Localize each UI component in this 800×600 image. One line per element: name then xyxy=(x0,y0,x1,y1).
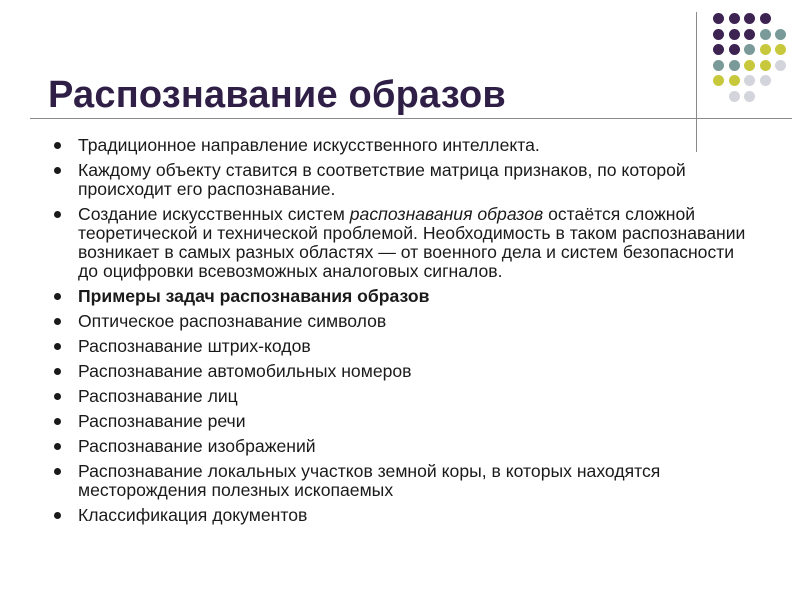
bullet-marker xyxy=(54,318,61,325)
bullet-text: Распознавание локальных участков земной коры, в которых находятся месторождения полезных ископаемых xyxy=(78,461,661,500)
bullet-marker xyxy=(54,443,61,450)
bullet-item xyxy=(54,387,754,406)
decorative-dot xyxy=(744,13,755,24)
decorative-dot xyxy=(713,13,724,24)
bullet-text: Распознавание автомобильных номеров xyxy=(78,361,412,381)
decorative-dot xyxy=(760,29,771,40)
decorative-dot xyxy=(744,29,755,40)
bullet-item xyxy=(54,337,754,356)
bullet-text: Распознавание штрих-кодов xyxy=(78,336,311,356)
vertical-divider-line xyxy=(696,12,697,152)
decorative-dot xyxy=(744,91,755,102)
decorative-dot xyxy=(729,44,740,55)
bullet-marker xyxy=(54,343,61,350)
bullet-item xyxy=(54,412,754,431)
decorative-dot xyxy=(713,29,724,40)
decorative-dot-grid xyxy=(0,0,800,140)
bullet-text: Классификация документов xyxy=(78,505,308,525)
decorative-dot xyxy=(744,44,755,55)
decorative-dot xyxy=(760,44,771,55)
bullet-item xyxy=(54,362,754,381)
decorative-dot xyxy=(713,60,724,71)
decorative-dot xyxy=(729,29,740,40)
bullet-text: Традиционное направление искусственного интеллекта. xyxy=(78,135,540,155)
bullet-text: Каждому объекту ставится в соответствие матрица признаков, по которой происходит его распознавание. xyxy=(78,160,686,199)
decorative-dot xyxy=(729,75,740,86)
bullet-text-part: Создание искусственных систем xyxy=(78,204,350,224)
bullet-item-heading xyxy=(54,287,754,306)
bullet-item xyxy=(54,462,754,500)
bullet-text: Распознавание изображений xyxy=(78,436,316,456)
bullet-text: Распознавание речи xyxy=(78,411,246,431)
decorative-dot xyxy=(729,60,740,71)
decorative-dot xyxy=(744,75,755,86)
bullet-text: Оптическое распознавание символов xyxy=(78,311,387,331)
bullet-text-part: остаётся сложной теоретической и технической проблемой. Необходимость в таком распознавании возникает в самых разных областях — от военного дела и систем безопасности до оцифровки всевозможных аналоговых сигналов. xyxy=(78,204,746,281)
decorative-dot xyxy=(775,44,786,55)
decorative-dot xyxy=(760,13,771,24)
bullet-marker xyxy=(54,293,61,300)
bullet-list xyxy=(54,136,754,531)
bullet-item xyxy=(54,136,754,155)
bullet-marker xyxy=(54,512,61,519)
decorative-dot xyxy=(729,13,740,24)
bullet-marker xyxy=(54,368,61,375)
decorative-dot xyxy=(775,60,786,71)
bullet-text: Распознавание лиц xyxy=(78,386,238,406)
decorative-dot xyxy=(729,91,740,102)
decorative-dot xyxy=(760,75,771,86)
decorative-dot xyxy=(760,60,771,71)
bullet-marker xyxy=(54,393,61,400)
bullet-text: Примеры задач распознавания образов xyxy=(78,286,430,306)
decorative-dot xyxy=(775,29,786,40)
bullet-text-italic: распознавания образов xyxy=(349,204,544,224)
bullet-item xyxy=(54,205,754,281)
bullet-item xyxy=(54,312,754,331)
bullet-marker xyxy=(54,167,61,174)
bullet-text xyxy=(78,204,745,281)
horizontal-divider-line xyxy=(30,118,792,119)
bullet-marker xyxy=(54,418,61,425)
bullet-marker xyxy=(54,142,61,149)
bullet-marker xyxy=(54,468,61,475)
decorative-dot xyxy=(744,60,755,71)
slide-title: Распознавание образов xyxy=(48,74,506,116)
bullet-item xyxy=(54,161,754,199)
bullet-item xyxy=(54,437,754,456)
decorative-dot xyxy=(713,44,724,55)
bullet-item xyxy=(54,506,754,525)
decorative-dot xyxy=(713,75,724,86)
bullet-marker xyxy=(54,211,61,218)
